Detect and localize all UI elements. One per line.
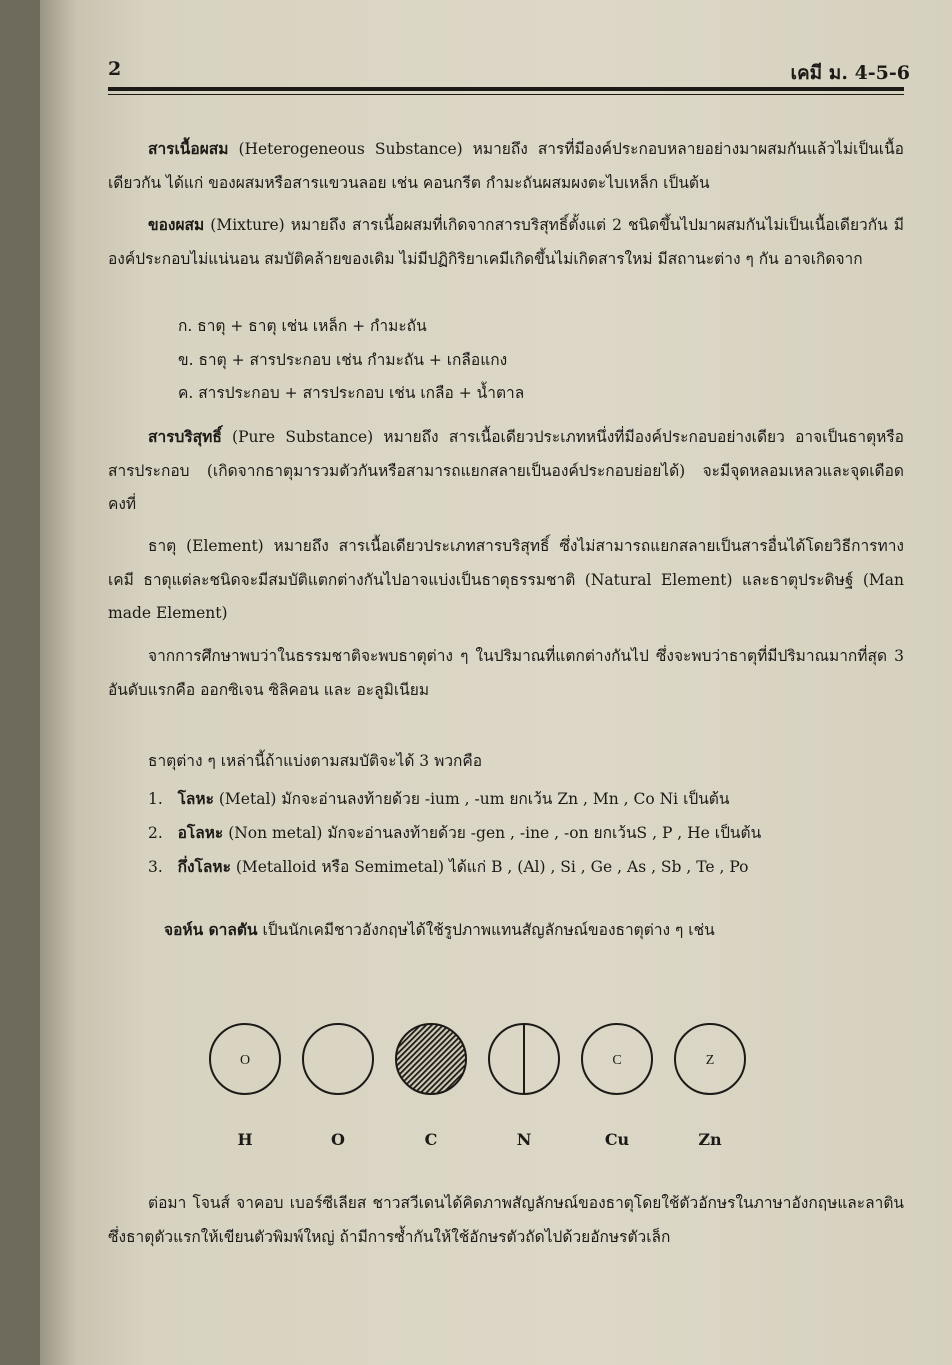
dalton-symbol-nitrogen — [487, 1022, 561, 1096]
list-item — [148, 816, 761, 850]
paragraph-text: ธาตุต่าง ๆ เหล่านี้ถ้าแบ่งตามสมบัติจะได้ 3 พวกคือ — [148, 752, 483, 770]
list-text: (Non metal) มักจะอ่านลงท้ายด้วย -gen , -ine , -on ยกเว้นS , P , He เป็นต้น — [223, 824, 762, 842]
paragraph-pure-substance — [108, 420, 904, 522]
paragraph-text: (Heterogeneous Substance) หมายถึง สารที่มีองค์ประกอบหลายอย่างมาผสมกันแล้วไม่เป็นเนื้อเดียวกัน ได้แก่ ของผสมหรือสารแขวนลอย เช่น คอนกรีต กำมะถันผสมผงตะไบเหล็ก เป็นต้น — [108, 140, 904, 192]
symbol-label: H — [237, 1130, 253, 1149]
list-number: 1. — [148, 790, 163, 808]
list-item — [148, 850, 761, 884]
dalton-symbol-copper — [580, 1022, 654, 1096]
document-page — [40, 0, 952, 1365]
paragraph-dalton — [108, 913, 904, 948]
term-metalloid: กึ่งโลหะ — [177, 857, 231, 876]
list-number: 3. — [148, 858, 163, 876]
paragraph-text: (Pure Substance) หมายถึง สารเนื้อเดียวประเภทหนึ่งที่มีองค์ประกอบอย่างเดียว อาจเป็นธาตุหรือสารประกอบ (เกิดจากธาตุมารวมตัวกันหรือสามารถแยกสลายเป็นองค์ประกอบย่อยได้) จะมีจุดหลอมเหลวและจุดเดือดคงที่ — [108, 428, 904, 513]
dalton-symbol-zinc — [673, 1022, 747, 1096]
page-number: 2 — [108, 58, 122, 80]
term-metal: โลหะ — [177, 789, 214, 808]
list-text: (Metal) มักจะอ่านลงท้ายด้วย -ium , -um ยกเว้น Zn , Mn , Co Ni เป็นต้น — [213, 790, 730, 808]
symbol-inner-letter: C — [612, 1053, 622, 1068]
paragraph-text: เป็นนักเคมีชาวอังกฤษได้ใช้รูปภาพแทนสัญลักษณ์ของธาตุต่าง ๆ เช่น — [257, 921, 715, 939]
paragraph-text: จากการศึกษาพบว่าในธรรมชาติจะพบธาตุต่าง ๆ ในปริมาณที่แตกต่างกันไป ซึ่งจะพบว่าธาตุที่มีปริมาณมากที่สุด 3 อันดับแรกคือ ออกซิเจน ซิลิคอน และ อะลูมิเนียม — [108, 647, 904, 699]
dalton-symbol-oxygen — [301, 1022, 375, 1096]
classification-list — [148, 782, 761, 884]
mixture-list — [178, 310, 524, 411]
symbol-label: C — [424, 1130, 438, 1149]
running-title: เคมี ม. 4-5-6 — [790, 62, 910, 84]
symbol-label: N — [516, 1130, 532, 1149]
list-text: (Metalloid หรือ Semimetal) ได้แก่ B , (Al) , Si , Ge , As , Sb , Te , Po — [230, 858, 749, 876]
paragraph-text: (Mixture) หมายถึง สารเนื้อผสมที่เกิดจากสารบริสุทธิ์ตั้งแต่ 2 ชนิดขึ้นไปมาผสมกันไม่เป็นเนื้อเดียวกัน มีองค์ประกอบไม่แน่นอน สมบัติคล้ายของเดิม ไม่มีปฏิกิริยาเคมีเกิดขึ้นไม่เกิดสารใหม่ มีสถานะต่าง ๆ กัน อาจเกิดจาก — [108, 216, 904, 268]
list-item: ข. ธาตุ + สารประกอบ เช่น กำมะถัน + เกลือแกง — [178, 350, 508, 369]
symbol-label: Zn — [698, 1130, 722, 1149]
header-rule-thin — [108, 94, 904, 95]
term-mixture: ของผสม — [148, 215, 205, 234]
paragraph-classify — [108, 745, 904, 779]
paragraph-study — [108, 640, 904, 707]
symbol-inner-letter: O — [239, 1053, 251, 1068]
list-number: 2. — [148, 824, 163, 842]
list-item: ค. สารประกอบ + สารประกอบ เช่น เกลือ + น้ำตาล — [178, 384, 525, 402]
dalton-symbol-carbon — [394, 1022, 468, 1096]
term-nonmetal: อโลหะ — [177, 823, 224, 842]
list-item: ก. ธาตุ + ธาตุ เช่น เหล็ก + กำมะถัน — [178, 317, 427, 335]
paragraph-text: ต่อมา โจนส์ จาคอบ เบอร์ซีเลียส ชาวสวีเดนได้คิดภาพสัญลักษณ์ของธาตุโดยใช้ตัวอักษรในภาษาอังกฤษและลาติน ซึ่งธาตุตัวแรกให้เขียนตัวพิมพ์ใหญ่ ถ้ามีการซ้ำกันให้ใช้อักษรตัวถัดไปด้วยอักษรตัวเล็ก — [108, 1194, 904, 1246]
symbol-inner-letter: Z — [705, 1053, 715, 1068]
paragraph-berzelius — [108, 1187, 904, 1254]
paragraph-text: ธาตุ (Element) หมายถึง สารเนื้อเดียวประเภทสารบริสุทธิ์ ซึ่งไม่สามารถแยกสลายเป็นสารอื่นได้โดยวิธีการทางเคมี ธาตุแต่ละชนิดจะมีสมบัติแตกต่างกันไปอาจแบ่งเป็นธาตุธรรมชาติ (Natural Element) และธาตุประดิษฐ์ (Man made Element) — [108, 537, 904, 622]
dalton-symbol-hydrogen — [208, 1022, 282, 1096]
paragraph-element — [108, 530, 904, 631]
term-pure-substance: สารบริสุทธิ์ — [148, 427, 222, 446]
list-item — [148, 782, 761, 816]
symbol-label: Cu — [604, 1130, 630, 1149]
term-dalton: จอห์น ดาลตัน — [164, 920, 258, 939]
term-heterogeneous: สารเนื้อผสม — [148, 139, 229, 158]
paragraph-heterogeneous — [108, 132, 904, 200]
symbol-label: O — [331, 1130, 345, 1149]
header-rule-thick — [108, 87, 904, 91]
paragraph-mixture — [108, 208, 904, 276]
